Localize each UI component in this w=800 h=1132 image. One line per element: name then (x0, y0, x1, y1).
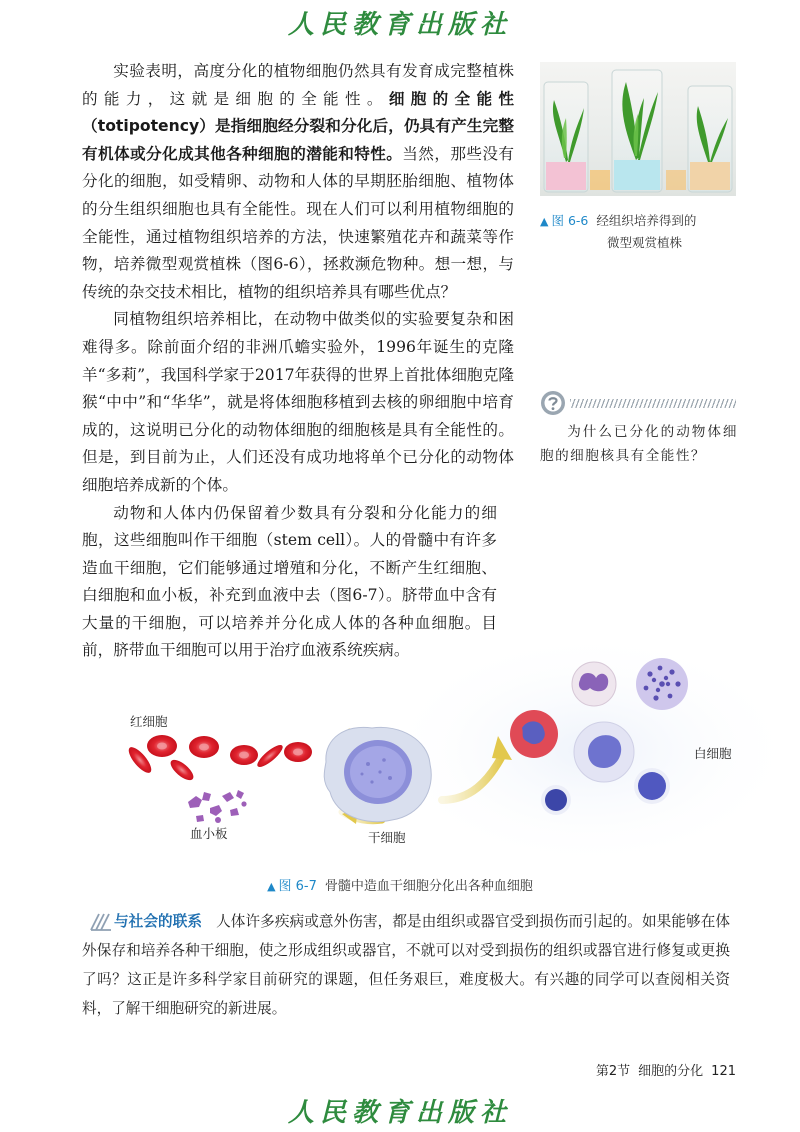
figure-6-7-diagram (110, 640, 800, 870)
paragraph-1 (82, 58, 514, 306)
label-white-blood-cell: 白细胞 (694, 746, 732, 761)
caption-66-text2: 微型观赏植株 (607, 235, 683, 250)
figure-6-7-caption (0, 875, 800, 894)
stem-cell (324, 727, 431, 821)
main-text (82, 58, 514, 665)
paragraph-2: 同植物组织培养相比，在动物中做类似的实验要复杂和困难得多。除前面介绍的非洲爪蟾实验外，1996年诞生的克隆羊“多莉”，我国科学家于2017年获得的世界上首批体细胞克隆猴“中中”和“华华”，就是将体细胞移植到去核的卵细胞中培育成的，这说明已分化的动物体细胞的细胞核是具有全能性的。但是，到目前为止，人们还没有成功地将单个已分化的动物体细胞培养成新的个体。 (82, 310, 514, 494)
society-connection-box (82, 907, 730, 1023)
triangle-icon: ▲ (540, 215, 549, 228)
caption-66-text1: 经组织培养得到的 (596, 213, 697, 228)
label-stem-cell: 干细胞 (368, 830, 406, 845)
caption-66-line1 (540, 210, 740, 232)
label-platelet: 血小板 (190, 826, 228, 841)
micro-plants-image (540, 62, 736, 196)
p1-definition: 细胞的全能性（totipotency）是指细胞经分裂和分化后，仍具有产生完整有机体或分化成其他各种细胞的潜能和特性。 (82, 89, 514, 163)
platelets (188, 790, 247, 823)
caption-67-text: 骨髓中造血干细胞分化出各种血细胞 (324, 879, 533, 894)
publisher-footer: 人民教育出版社 (287, 1098, 512, 1128)
figure-6-7-number: 图 6-7 (278, 879, 317, 894)
page-number: 121 (711, 1064, 736, 1079)
page-footer (588, 1060, 736, 1079)
side-question-text: 为什么已分化的动物体细胞的细胞核具有全能性？ (540, 424, 738, 464)
label-red-blood-cell: 红细胞 (130, 714, 168, 729)
red-blood-cells (125, 735, 312, 784)
p1-rest: 当然，那些没有分化的细胞，如受精卵、动物和人体的早期胚胎细胞、植物体的分生组织细胞也具有全能性。现在人们可以利用植物细胞的全能性，通过植物组织培养的方法，快速繁殖花卉和蔬菜等作物，培养微型观赏植株（图6-6），拯救濒危物种。想一想，与传统的杂交技术相比，植物的组织培养具有哪些优点？ (82, 144, 514, 301)
society-title: 与社会的联系 (114, 913, 203, 930)
question-icon (540, 390, 566, 416)
figure-6-6-caption (540, 210, 740, 253)
publisher-header: 人民教育出版社 (287, 10, 512, 40)
triangle-icon: ▲ (267, 880, 276, 893)
p1-lead: 实验表明，高度分化的植物细胞仍然具有发育成完整植株的能力，这就是细胞的全能性。 (82, 62, 514, 108)
question-divider (570, 399, 736, 408)
footer-section: 第2节 (595, 1064, 631, 1079)
figure-6-6-number: 图 6-6 (551, 213, 589, 228)
society-text: 人体许多疾病或意外伤害，都是由组织或器官受到损伤而引起的。如果能够在体外保存和培养各种干细胞，使之形成组织或器官，不就可以对受到损伤的组织或器官进行修复或更换了吗？这正是许多科学家目前研究的课题，但任务艰巨，难度极大。有兴趣的同学可以查阅相关资料，了解干细胞研究的新进展。 (82, 913, 730, 1017)
footer-title: 细胞的分化 (638, 1064, 704, 1079)
figure-6-6-photo (540, 62, 736, 196)
paragraph-3: 动物和人体内仍保留着少数具有分裂和分化能力的细胞，这些细胞叫作干细胞（stem cell）。人的骨髓中有许多造血干细胞，它们能够通过增殖和分化，不断产生红细胞、白细胞和血小板，补充到血液中去（图6-7）。脐带血中含有大量的干细胞，可以培养并分化成人体的各种血细胞。目前，脐带血干细胞可以用于治疗血液系统疾病。 (82, 503, 497, 660)
